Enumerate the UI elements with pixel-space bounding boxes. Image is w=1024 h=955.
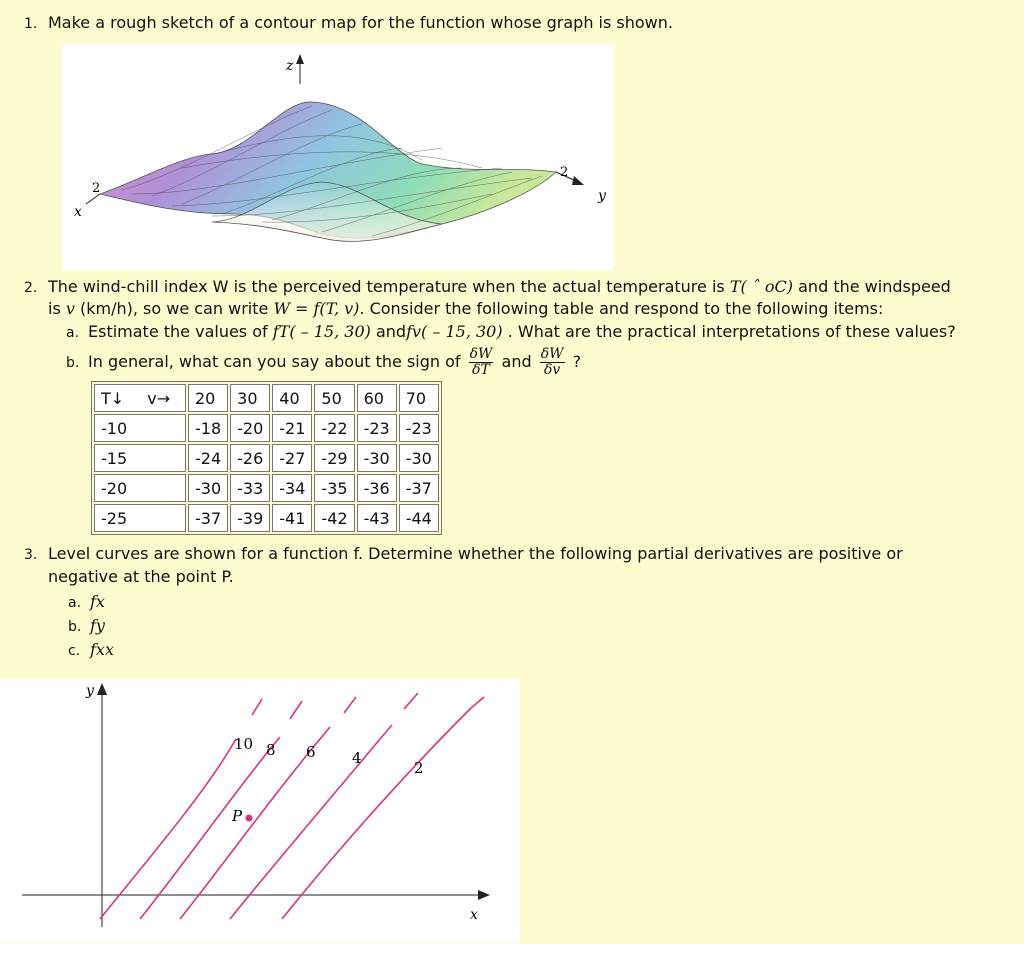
- contour-y-arrow-icon: [97, 683, 107, 695]
- table-cell: -30: [399, 444, 439, 472]
- level-curve-8: [140, 737, 280, 919]
- table-header-cell: 70: [399, 384, 439, 412]
- q2a-and: and: [375, 322, 407, 341]
- z-axis-label: z: [286, 58, 294, 74]
- table-row: [94, 444, 439, 472]
- table-cell: -18: [188, 414, 228, 442]
- table-cell: -30: [357, 444, 397, 472]
- frac2-numerator: δW: [540, 346, 564, 362]
- table-header-cell: 50: [314, 384, 354, 412]
- question-1: [24, 12, 673, 35]
- table-cell: -23: [399, 414, 439, 442]
- partial-fx: fx: [90, 592, 105, 611]
- table-cell: -43: [357, 504, 397, 532]
- level-label-2: 2: [414, 759, 424, 777]
- q2a-text: Estimate the values of: [88, 322, 268, 341]
- level-label-10: 10: [234, 735, 254, 753]
- question-2b: [66, 347, 581, 378]
- contour-y-label: y: [86, 683, 94, 699]
- table-cell: -41: [272, 504, 312, 532]
- dW-dv-fraction: [540, 347, 565, 378]
- level-curves: [100, 697, 484, 919]
- table-cell: -37: [399, 474, 439, 502]
- q2-line2-end: . Consider the following table and respond to the following items:: [359, 299, 884, 318]
- table-cell: -26: [230, 444, 270, 472]
- table-header-cell: 40: [272, 384, 312, 412]
- x-axis-label: x: [74, 204, 82, 220]
- table-cell: -36: [357, 474, 397, 502]
- point-p-marker: [246, 815, 253, 822]
- partial-fxx: fxx: [90, 640, 114, 659]
- wind-chill-table: [91, 381, 442, 535]
- table-cell: -20: [230, 414, 270, 442]
- table-cell: -33: [230, 474, 270, 502]
- table-corner-cell: [94, 384, 186, 412]
- level-curves-figure: [0, 679, 520, 943]
- question-3c: [68, 639, 114, 662]
- table-header-cell: 60: [357, 384, 397, 412]
- frac2-denominator: δv: [543, 362, 561, 378]
- level-curve-extensions: [252, 693, 418, 719]
- question-1-number: 1.: [24, 16, 38, 32]
- table-cell: -23: [357, 414, 397, 442]
- partial-fv-expression: fv( – 15, 30): [406, 322, 503, 341]
- table-cell: -37: [188, 504, 228, 532]
- table-cell: -30: [188, 474, 228, 502]
- table-row: [94, 414, 439, 442]
- windspeed-header: v→: [147, 388, 171, 408]
- table-cell: -34: [272, 474, 312, 502]
- dW-dT-fraction: [469, 347, 494, 378]
- q2-line2-mid: (km/h), so we can write: [80, 299, 269, 318]
- table-header-row: [94, 384, 439, 412]
- q3b-letter: b.: [68, 619, 82, 635]
- table-row: [94, 474, 439, 502]
- table-row-header: -20: [94, 474, 186, 502]
- z-axis-arrow-icon: [296, 54, 304, 64]
- frac1-numerator: δW: [469, 346, 493, 362]
- question-2-text: The wind-chill index W is the perceived temperature when the actual temperature is: [48, 277, 725, 296]
- temperature-symbol: T( ˆ oC): [729, 277, 794, 296]
- question-2-line-2: [48, 298, 883, 320]
- level-curve-10: [100, 739, 236, 919]
- windspeed-symbol: v: [65, 299, 75, 318]
- question-3a: [68, 591, 105, 614]
- table-row: [94, 504, 439, 532]
- table-row-header: -15: [94, 444, 186, 472]
- question-3-number: 3.: [24, 547, 38, 563]
- table-cell: -35: [314, 474, 354, 502]
- level-label-4: 4: [352, 749, 362, 767]
- table-cell: -29: [314, 444, 354, 472]
- q2-line2-start: is: [48, 299, 61, 318]
- contour-x-arrow-icon: [478, 890, 490, 900]
- question-2-text-end: and the windspeed: [798, 277, 951, 296]
- point-p-label: P: [232, 807, 243, 825]
- question-3-line-1: [24, 543, 903, 566]
- table-cell: -44: [399, 504, 439, 532]
- table-cell: -27: [272, 444, 312, 472]
- q2b-and: and: [501, 352, 532, 371]
- q3c-letter: c.: [68, 643, 81, 659]
- question-3b: [68, 615, 105, 638]
- level-curve-2: [282, 697, 484, 919]
- level-label-8: 8: [266, 741, 276, 759]
- partial-fT-expression: fT( – 15, 30): [272, 322, 371, 341]
- q2b-letter: b.: [66, 355, 80, 371]
- y-axis-tick: 2: [560, 165, 569, 180]
- table-cell: -24: [188, 444, 228, 472]
- x-axis-tick: 2: [92, 181, 101, 196]
- surface-plot-figure: [62, 44, 614, 270]
- y-axis-label: y: [598, 188, 606, 204]
- table-cell: -39: [230, 504, 270, 532]
- table-header-cell: 30: [230, 384, 270, 412]
- question-2a: [66, 321, 956, 344]
- y-axis-arrow-icon: [572, 176, 584, 185]
- table-row-header: -25: [94, 504, 186, 532]
- question-2-line-1: [24, 276, 951, 299]
- table-header-cell: 20: [188, 384, 228, 412]
- q2b-end: ?: [572, 352, 582, 371]
- temperature-header: T↓: [101, 388, 125, 408]
- table-cell: -22: [314, 414, 354, 442]
- function-formula: W = f(T, v): [273, 299, 360, 318]
- table-row-header: -10: [94, 414, 186, 442]
- contour-x-label: x: [470, 907, 478, 923]
- question-1-text: Make a rough sketch of a contour map for the function whose graph is shown.: [48, 13, 673, 32]
- question-2-number: 2.: [24, 280, 38, 296]
- question-3-text-2: negative at the point P.: [48, 567, 234, 586]
- q3a-letter: a.: [68, 595, 82, 611]
- level-label-6: 6: [306, 743, 316, 761]
- table-cell: -21: [272, 414, 312, 442]
- table-cell: -42: [314, 504, 354, 532]
- question-3-line-2: [48, 566, 234, 588]
- partial-fy: fy: [90, 616, 105, 635]
- q2a-end: . What are the practical interpretations of these values?: [507, 322, 956, 341]
- question-3-text: Level curves are shown for a function f. Determine whether the following partial derivatives are positive or: [48, 544, 903, 563]
- q2a-letter: a.: [66, 325, 80, 341]
- q2b-text: In general, what can you say about the sign of: [88, 352, 461, 371]
- frac1-denominator: δT: [472, 362, 490, 378]
